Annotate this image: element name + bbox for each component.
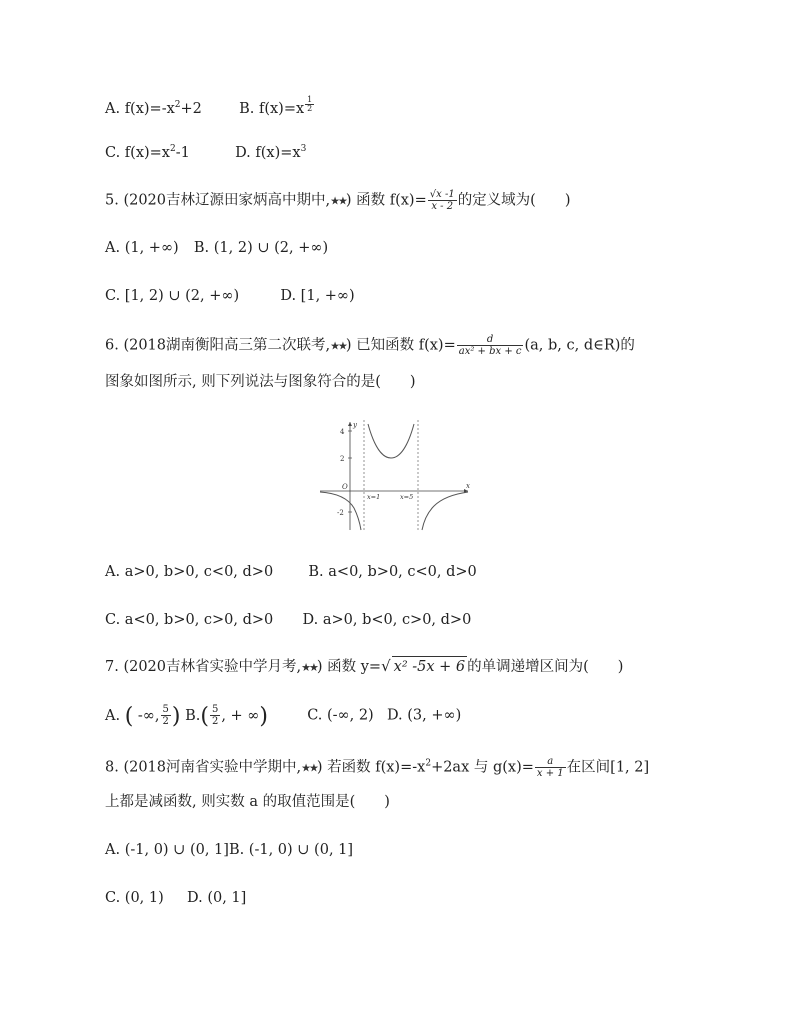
q4-options-cd [105,143,306,163]
difficulty-stars-icon: ★★ [330,339,346,353]
q5-stem: 5. (2020吉林辽源田家炳高中期中,★★) 函数 f(x)= $\frac{√x -1}{x - 2}$ 的定义域为( ) [105,189,571,212]
q7-option-d: D. (3, +∞) [386,707,462,724]
q8-option-d: D. (0, 1] [187,890,247,906]
difficulty-stars-icon: ★★ [330,194,346,208]
q6-option-b: B. a<0, b>0, c<0, d>0 [308,564,477,580]
q4-option-a: A. $f(x)=-x^2+2$ [105,100,202,117]
q7-radicand: x² -5x + 6 [392,656,468,677]
q7-option-c: C. (-∞, 2) [307,707,374,724]
q5-options-cd [105,286,355,306]
q6-options-cd [105,610,471,630]
y-axis-arrow-icon [348,422,352,426]
q6-option-d: D. a>0, b<0, c>0, d>0 [302,612,472,628]
q6-options-ab [105,562,477,582]
q6-function-graph [318,418,476,532]
right-curve [422,492,468,530]
q8-options-ab [105,840,353,860]
x-axis-label: x [466,482,470,490]
q4-options-ab [105,96,315,119]
origin-label: O [342,483,348,491]
q4-option-c: C. $f(x)=x^2-1$ [105,144,190,161]
q5-options-ab [105,238,328,258]
y-tick-4: 4 [340,428,345,436]
q4-option-d: D. $f(x)=x^3$ [235,144,307,161]
q5-fraction: $\frac{√x -1}{x - 2}$ [429,189,455,212]
q5-option-b: B. (1, 2) ∪ (2, +∞) [193,240,329,256]
q8-stem: 8. (2018河南省实验中学期中,★★) 若函数 $f(x)=-x^2+2ax$ 与 g(x)= $\frac{a}{x + 1}$ 在区间[1, 2] [105,756,650,779]
q7-option-a: A. ( -∞, $\frac{5}{2}$ ) [105,703,181,729]
q8-stem-line2: 上都是减函数, 则实数 a 的取值范围是( ) [105,794,390,810]
q8-fraction: $\frac{a}{x + 1}$ [536,756,564,779]
q7-stem: 7. (2020吉林省实验中学月考,★★) 函数 y=√ x² -5x + 6 的单调递增区间为( ) [105,657,624,675]
q8-option-c: C. (0, 1) [105,890,164,906]
q8-option-b: B. (-1, 0) ∪ (0, 1] [228,842,354,858]
difficulty-stars-icon: ★★ [301,761,317,775]
q7-option-b: B.( $\frac{5}{2}$ , + ∞) [185,703,268,729]
q6-stem: 6. (2018湖南衡阳高三第二次联考,★★) 已知函数 f(x)= $\frac{d}{\text{ax² + bx + c}}$ (a, b, c, d∈R)的 [105,334,635,357]
y-axis-label: y [353,421,357,429]
q8-option-a: A. (-1, 0) ∪ (0, 1] [105,842,229,858]
middle-curve [368,424,414,458]
asymptote-x5-label: x=5 [400,493,414,501]
asymptote-x1-label: x=1 [367,493,381,501]
q4-option-b: B. f(x)=x $^{\frac{1}{2}}$ [239,95,313,117]
q5-option-d: D. [1, +∞) [280,288,355,304]
y-tick-2: 2 [340,455,345,463]
q5-option-c: C. [1, 2) ∪ (2, +∞) [105,288,240,304]
q7-options [105,704,461,727]
y-tick-minus-2: -2 [337,509,344,517]
q5-option-a: A. (1, +∞) [105,240,179,256]
q6-option-a: A. a>0, b>0, c<0, d>0 [105,564,274,580]
difficulty-stars-icon: ★★ [301,661,317,674]
q6-option-c: C. a<0, b>0, c>0, d>0 [105,612,274,628]
q6-stem-line2: 图象如图所示, 则下列说法与图象符合的是( ) [105,374,416,390]
q8-options-cd [105,888,246,908]
q6-fraction: $\frac{d}{\text{ax² + bx + c}}$ [458,334,522,357]
